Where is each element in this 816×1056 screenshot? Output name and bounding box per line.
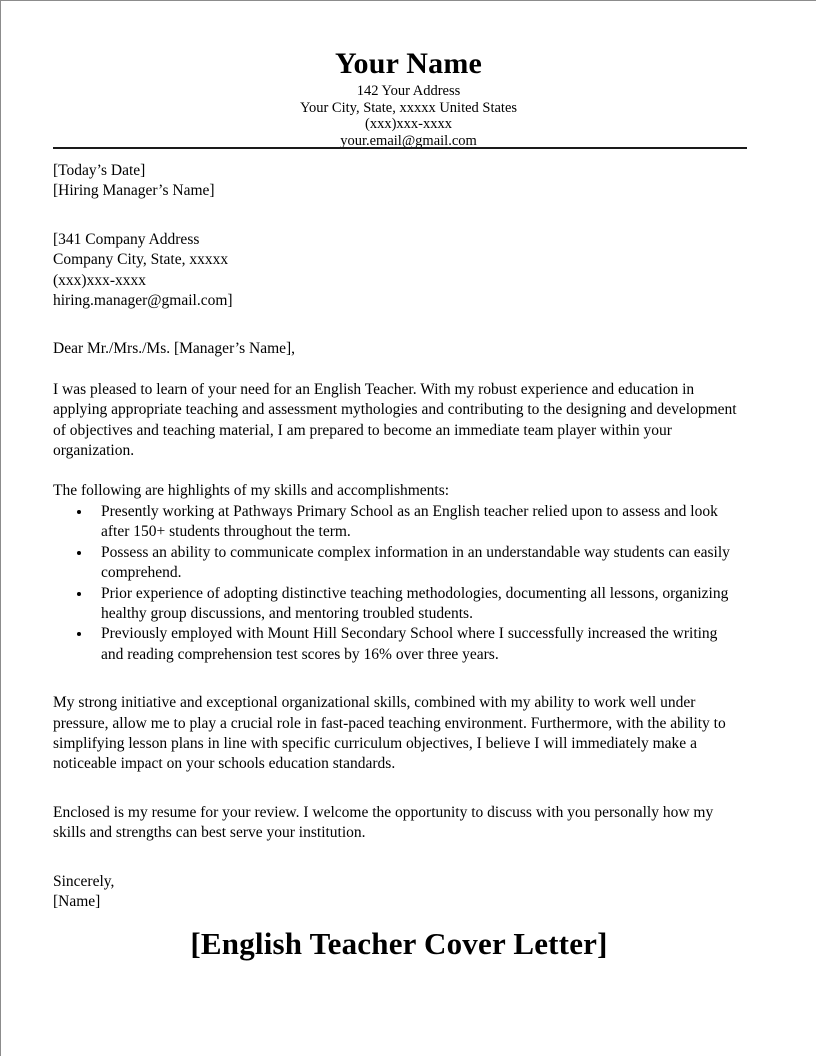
signoff-name: [Name] (53, 892, 101, 910)
list-item-text: Presently working at Pathways Primary School as an English teacher relied upon to assess and look after 150+ students throughout the term. (101, 502, 718, 541)
applicant-street-address: 142 Your Address (356, 83, 461, 99)
todays-date: [Today’s Date] (53, 162, 146, 179)
bullet-icon (77, 510, 81, 514)
spacer (53, 461, 743, 481)
highlights-intro: The following are highlights of my skills and accomplishments: (53, 482, 450, 500)
date-block (53, 161, 743, 202)
spacer (53, 202, 743, 230)
list-item-text: Prior experience of adopting distinctive teaching methodologies, documenting all lessons, organizing healthy group discussions, and mentoring troubled students. (101, 584, 729, 622)
company-street-address: [341 Company Address (53, 230, 200, 248)
document-title: [English Teacher Cover Letter] (190, 926, 608, 961)
opening-paragraph: I was pleased to learn of your need for an English Teacher. With my robust experience and education in applying appropriate teaching and assessment mythologies and contributing to the designing and development of objectives and teaching material, I am prepared to become an immediate team player within your organization. (53, 380, 737, 460)
list-item-text: Previously employed with Mount Hill Secondary School where I successfully increased the writing and reading comprehension test scores by 16% over three years. (101, 625, 718, 663)
spacer (53, 844, 743, 872)
spacer (53, 775, 743, 803)
list-item (53, 584, 743, 625)
company-email: hiring.manager@gmail.com] (53, 292, 233, 310)
list-item (53, 502, 743, 543)
company-phone: (xxx)xxx-xxxx (53, 271, 146, 289)
list-item-text: Possess an ability to communicate complex information in an understandable way students can easily comprehend. (101, 543, 730, 582)
company-address-block (53, 230, 743, 312)
applicant-phone: (xxx)xxx-xxxx (365, 116, 452, 132)
applicant-city-line: Your City, State, xxxxx United States (299, 99, 518, 116)
letterhead-divider (53, 147, 747, 149)
letterhead (1, 1, 816, 149)
bullet-icon (77, 592, 81, 596)
applicant-name: Your Name (334, 47, 483, 80)
bullet-icon (77, 632, 81, 636)
spacer (53, 360, 743, 380)
hiring-manager-name: [Hiring Manager’s Name] (53, 182, 215, 200)
company-city-line: Company City, State, xxxxx (53, 251, 229, 269)
spacer (53, 665, 743, 693)
bullet-icon (77, 551, 81, 555)
letter-body (53, 161, 743, 912)
list-item (53, 543, 743, 584)
signoff-closing: Sincerely, (53, 872, 115, 890)
signoff-block (53, 872, 743, 913)
list-item (53, 624, 743, 665)
closing-paragraph: Enclosed is my resume for your review. I welcome the opportunity to discuss with you personally how my skills and strengths can best serve your institution. (53, 803, 714, 842)
highlights-list (53, 502, 743, 665)
strengths-paragraph: My strong initiative and exceptional organizational skills, combined with my ability to work well under pressure, allow me to play a crucial role in fast-paced teaching environment. Furthermore, with the ability to simplifying lesson plans in line with specific curriculum objectives, I believe I will immediately make a noticeable impact on your schools education standards. (53, 694, 726, 773)
applicant-email: your.email@gmail.com (340, 132, 477, 149)
spacer (53, 311, 743, 339)
salutation: Dear Mr./Mrs./Ms. [Manager’s Name], (53, 340, 296, 358)
